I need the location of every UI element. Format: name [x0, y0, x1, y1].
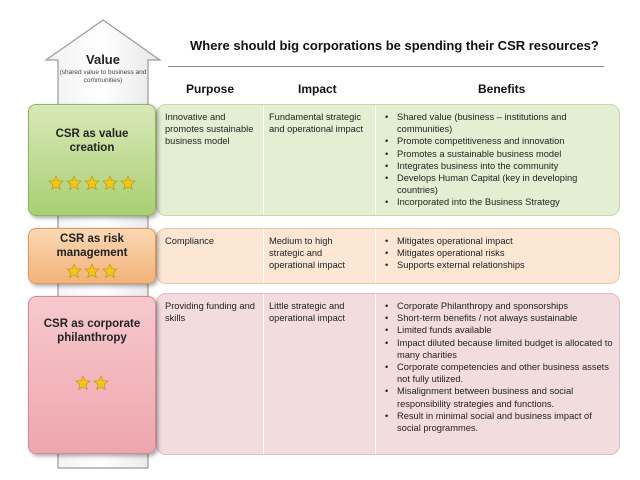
- benefit-item: • Develops Human Capital (key in developing countries): [383, 172, 615, 196]
- row-label: CSR as value creation: [55, 128, 129, 154]
- star-icon: [84, 175, 100, 191]
- purpose-cell: Providing funding and skills: [165, 301, 255, 324]
- benefits-cell: [383, 111, 615, 209]
- benefits-cell: [383, 235, 615, 272]
- benefit-item: • Mitigates operational impact: [383, 235, 615, 247]
- star-icon: [75, 375, 91, 391]
- purpose-cell: Compliance: [165, 236, 215, 246]
- arrow-label: [44, 52, 162, 85]
- column-divider: [375, 105, 376, 215]
- benefit-item: • Corporate Philanthropy and sponsorships: [383, 300, 615, 312]
- benefit-item: • Promote competitiveness and innovation: [383, 135, 615, 147]
- star-rating: [29, 263, 155, 282]
- benefit-item: • Result in minimal social and business impact of social programmes.: [383, 410, 615, 434]
- row-panel-risk-management: [156, 228, 620, 284]
- benefit-item: • Short-term benefits / not always sustainable: [383, 312, 615, 324]
- impact-cell: Medium to high strategic and operational impact: [269, 236, 345, 271]
- benefit-item: • Mitigates operational risks: [383, 247, 615, 259]
- star-icon: [102, 175, 118, 191]
- row-label: CSR as corporate philanthropy: [43, 318, 141, 344]
- arrow-title: Value: [86, 52, 120, 67]
- impact-cell: Little strategic and operational impact: [269, 301, 345, 324]
- benefit-item: • Impact diluted because limited budget is allocated to many charities: [383, 337, 615, 361]
- star-icon: [66, 263, 82, 279]
- row-label-corporate-philanthropy: [28, 296, 156, 454]
- benefits-list: [383, 300, 615, 434]
- benefit-item: • Incorporated into the Business Strategy: [383, 196, 615, 208]
- impact-cell: Fundamental strategic and operational impact: [269, 112, 364, 135]
- purpose-cell: Innovative and promotes sustainable business model: [165, 112, 254, 147]
- benefit-item: • Limited funds available: [383, 324, 615, 336]
- star-icon: [93, 375, 109, 391]
- column-divider: [375, 294, 376, 454]
- benefits-list: [383, 235, 615, 272]
- star-icon: [66, 175, 82, 191]
- benefits-list: [383, 111, 615, 209]
- benefit-item: • Supports external relationships: [383, 259, 615, 271]
- benefit-item: • Corporate competencies and other business assets not fully utilized.: [383, 361, 615, 385]
- benefit-item: • Misalignment between business and social responsibility strategies and functions.: [383, 385, 615, 409]
- benefit-item: • Promotes a sustainable business model: [383, 148, 615, 160]
- column-divider: [375, 229, 376, 283]
- row-panel-value-creation: [156, 104, 620, 216]
- column-header-purpose: Purpose: [186, 82, 235, 96]
- benefit-item: • Shared value (business – institutions and communities): [383, 111, 615, 135]
- star-icon: [120, 175, 136, 191]
- row-label-value-creation: [28, 104, 156, 216]
- column-header-impact: Impact: [298, 82, 337, 96]
- benefits-cell: [383, 300, 615, 434]
- star-rating: [29, 375, 155, 394]
- row-label-risk-management: [28, 228, 156, 284]
- column-header-benefits: Benefits: [478, 82, 526, 96]
- title-divider: [168, 66, 604, 67]
- star-icon: [102, 263, 118, 279]
- diagram-title: Where should big corporations be spending their CSR resources?: [190, 38, 599, 53]
- star-rating: [29, 175, 155, 194]
- row-label: CSR as risk management: [56, 233, 128, 259]
- star-icon: [84, 263, 100, 279]
- row-panel-corporate-philanthropy: [156, 293, 620, 455]
- benefit-item: • Integrates business into the community: [383, 160, 615, 172]
- arrow-subtitle: (shared value to business and communities): [59, 69, 147, 84]
- star-icon: [48, 175, 64, 191]
